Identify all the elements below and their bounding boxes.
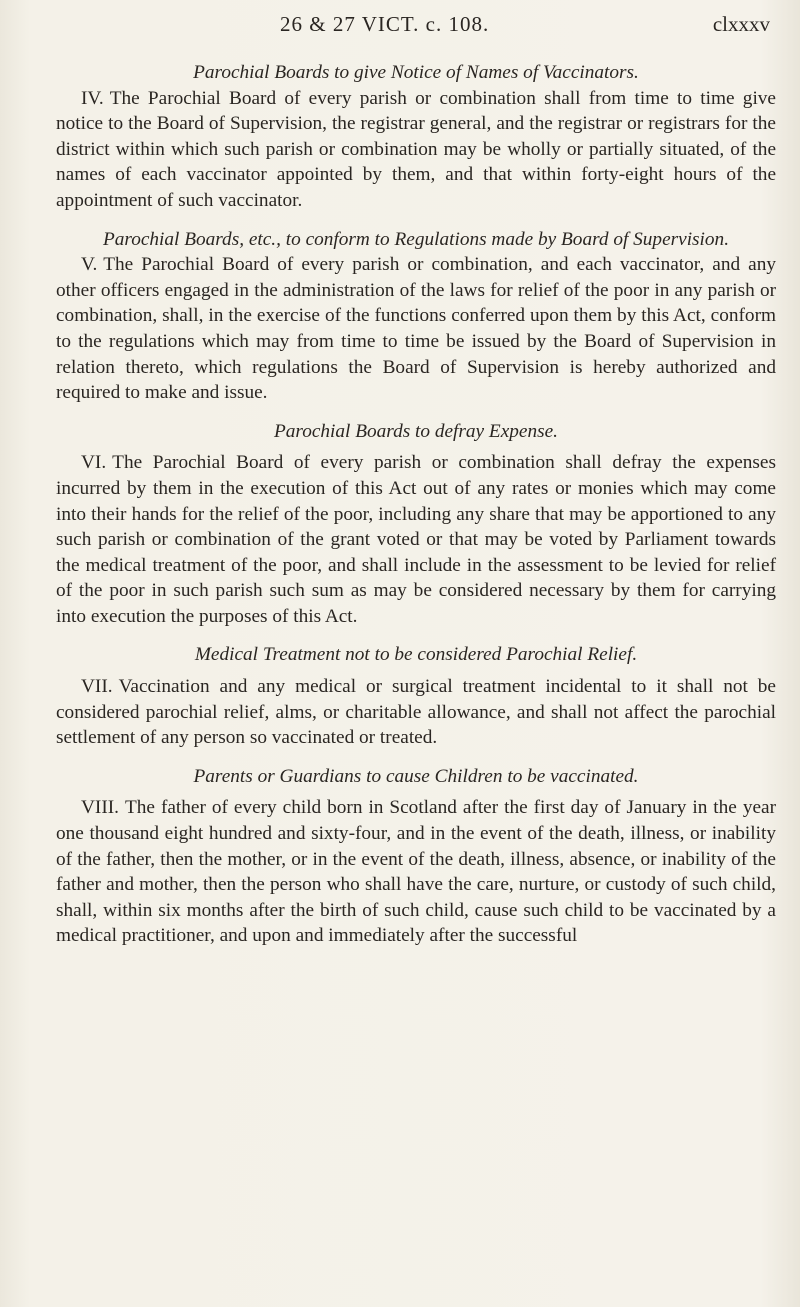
section-number: VI. <box>81 452 107 474</box>
section-text: Vaccination and any medical or surgical treatment incidental to it shall not be considered parochial relief, alms, or charitable allowance, and shall not affect the parochial settlement of any person so vaccinated or treated. <box>56 676 776 749</box>
section-paragraph <box>56 252 776 406</box>
section-number: V. <box>81 254 98 276</box>
page-header <box>140 12 770 42</box>
document-body <box>56 60 776 949</box>
section-paragraph <box>56 450 776 629</box>
section-heading: Parochial Boards to give Notice of Names of Vaccinators. <box>193 62 639 83</box>
section-number: VIII. <box>81 797 120 819</box>
section-paragraph <box>56 674 776 751</box>
section-number: VII. <box>81 676 113 698</box>
section-heading: Medical Treatment not to be considered Parochial Relief. <box>194 644 638 666</box>
section-heading: Parochial Boards, etc., to conform to Regulations made by Board of Supervision. <box>102 228 730 250</box>
running-title: 26 & 27 VICT. c. 108. <box>280 12 490 36</box>
section-text: The Parochial Board of every parish or combination shall defray the expenses incurred by them in the execution of this Act out of any rates or monies which may come into their hands for the relief of the poor, including any share that may be apportioned to any such parish or combination of the grant voted or that may be voted by Parliament towards the medical treatment of the poor, and shall include in the assessment to be levied for relief of the poor in such parish such sum as may be considered necessary by them for carrying into execution the purposes of this Act. <box>56 452 776 627</box>
section-heading: Parents or Guardians to cause Children to be vaccinated. <box>193 765 639 787</box>
section-paragraph <box>56 86 776 214</box>
section-number: IV. <box>81 87 104 109</box>
section-text: The Parochial Board of every parish or combination shall from time to time give notice to the Board of Supervision, the registrar general, and the registrar or registrars for the district within which such parish or combination may be wholly or partially situated, of the names of each vaccinator appointed by them, and that within forty-eight hours of the appointment of such vaccinator. <box>56 87 776 211</box>
page-number: clxxxv <box>712 12 770 36</box>
section-text: The Parochial Board of every parish or combination, and each vaccinator, and any other officers engaged in the administration of the laws for relief of the poor in any parish or combination, shall, in the exercise of the functions conferred upon them by this Act, conform to the regulations which may from time to time be issued by the Board of Supervision in relation thereto, which regulations the Board of Supervision is hereby authorized and required to make and issue. <box>56 254 776 404</box>
section-text: The father of every child born in Scotland after the first day of January in the year one thousand eight hundred and sixty-four, and in the event of the death, illness, or inability of the father, then the mother, or in the event of the death, illness, absence, or inability of the father and mother, then the person who shall have the care, nurture, or custody of such child, shall, within six months after the birth of such child, cause such child to be vaccinated by a medical practitioner, and upon and immediately after the successful <box>56 797 776 947</box>
section-paragraph <box>56 795 776 949</box>
section-heading: Parochial Boards to defray Expense. <box>274 420 558 442</box>
